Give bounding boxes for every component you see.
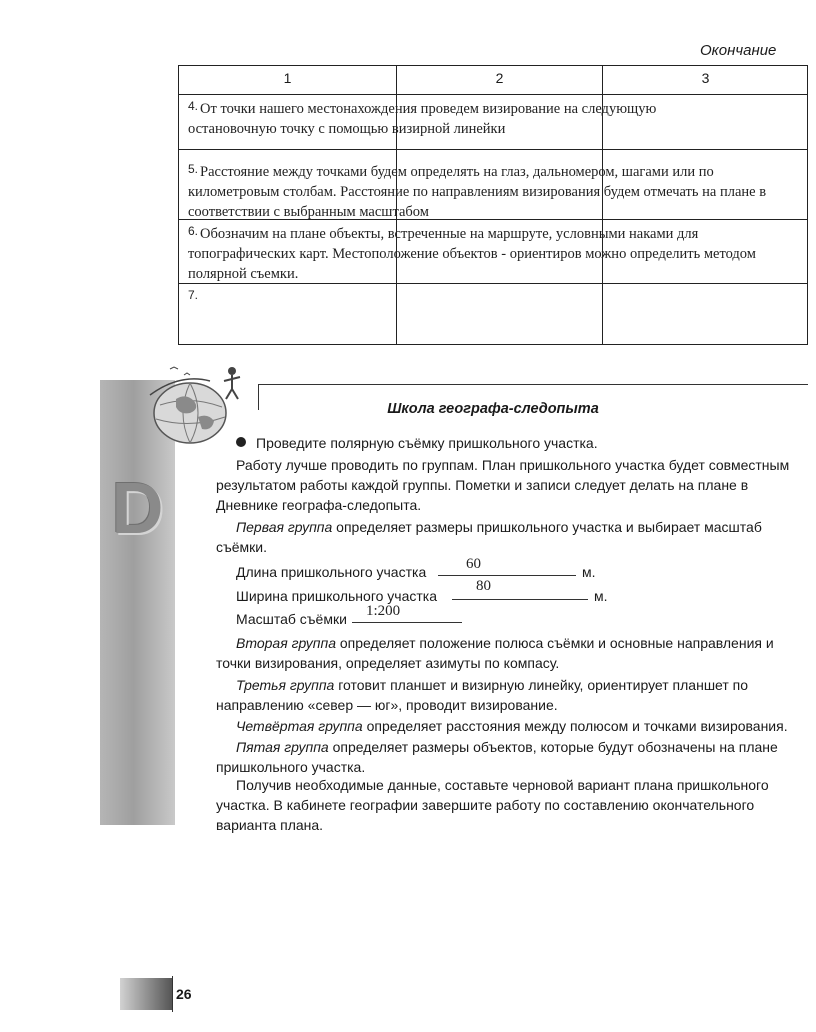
column-header-2: 2 (495, 70, 504, 86)
row-number: 4. (188, 99, 199, 113)
length-underline (438, 575, 576, 576)
group5-text: определяет размеры объектов, которые будут обозначены на плане пришкольного участка. (216, 739, 778, 775)
group5-name: Пятая группа (236, 739, 329, 755)
row-text: От точки нашего местонахождения проведем визирование на следующую остановочную точку с помощью визирной линейки (188, 101, 657, 137)
group3-paragraph (216, 675, 806, 715)
column-header-1: 1 (283, 70, 292, 86)
group4-text: определяет расстояния между полюсом и точками визирования. (362, 718, 788, 734)
column-header-3: 3 (701, 70, 710, 86)
width-underline (452, 599, 588, 600)
group3-name: Третья группа (236, 677, 335, 693)
length-unit: м. (582, 564, 596, 580)
group4-paragraph (216, 716, 806, 736)
width-unit: м. (594, 588, 608, 604)
group5-paragraph (216, 737, 806, 777)
globe-traveler-icon (140, 355, 250, 445)
continuation-label: Окончание (700, 42, 777, 59)
length-label: Длина пришкольного участка (236, 564, 427, 580)
bullet-icon (236, 437, 246, 447)
scale-underline (352, 622, 462, 623)
table-row (188, 221, 800, 284)
group2-paragraph (216, 633, 806, 673)
width-value: 80 (476, 578, 491, 594)
side-letter-logo: D (111, 469, 164, 549)
observation-table (178, 65, 808, 345)
row-number: 6. (188, 224, 199, 238)
group2-text: определяет положение полюса съёмки и основные направления и точки визирования, определяет азимуты по компасу. (216, 635, 774, 671)
group1-name: Первая группа (236, 519, 333, 535)
scale-value: 1:200 (366, 603, 401, 619)
group2-name: Вторая группа (236, 635, 336, 651)
group3-text: готовит планшет и визирную линейку, ориентирует планшет по направлению «север — юг», проводит визирование. (216, 677, 749, 713)
page-number: 26 (176, 986, 192, 1002)
conclusion-paragraph: Получив необходимые данные, составьте черновой вариант плана пришкольного участка. В кабинете географии завершите работу по составлению окончательного варианта плана. (216, 777, 769, 833)
row-number: 5. (188, 162, 199, 176)
row-number: 7. (188, 288, 199, 302)
section-title: Школа географа-следопыта (387, 401, 599, 417)
section-frame-top (258, 384, 808, 385)
group1-paragraph (216, 517, 806, 557)
length-value: 60 (466, 556, 481, 572)
row-text: Расстояние между точками будем определять на глаз, дальномером, шагами или по километровым столбам. Расстояние по направлениям визирования будем отмечать на плане в соответствии с выбранным масштабом (188, 164, 767, 220)
table-row (188, 285, 388, 308)
task-text: Проведите полярную съёмку пришкольного участка. (256, 435, 598, 451)
width-label: Ширина пришкольного участка (236, 588, 438, 604)
group4-name: Четвёртая группа (236, 718, 363, 734)
table-row (188, 159, 800, 222)
row-text: Обозначим на плане объекты, встреченные на маршруте, условными наками для топографических карт. Местоположение объектов - ориентиров можно определить методом полярной съемки. (188, 226, 756, 282)
table-row (188, 96, 748, 139)
intro-paragraph: Работу лучше проводить по группам. План пришкольного участка будет совместным результатом работы каждой группы. Пометки и записи следует делать на плане в Дневнике географа-следопыта. (216, 457, 790, 513)
group1-text: определяет размеры пришкольного участка и выбирает масштаб съёмки. (216, 519, 762, 555)
page-number-divider (172, 976, 173, 1012)
page-number-band (120, 978, 172, 1010)
side-decoration-band (100, 380, 175, 825)
scale-label: Масштаб съёмки (236, 611, 347, 627)
